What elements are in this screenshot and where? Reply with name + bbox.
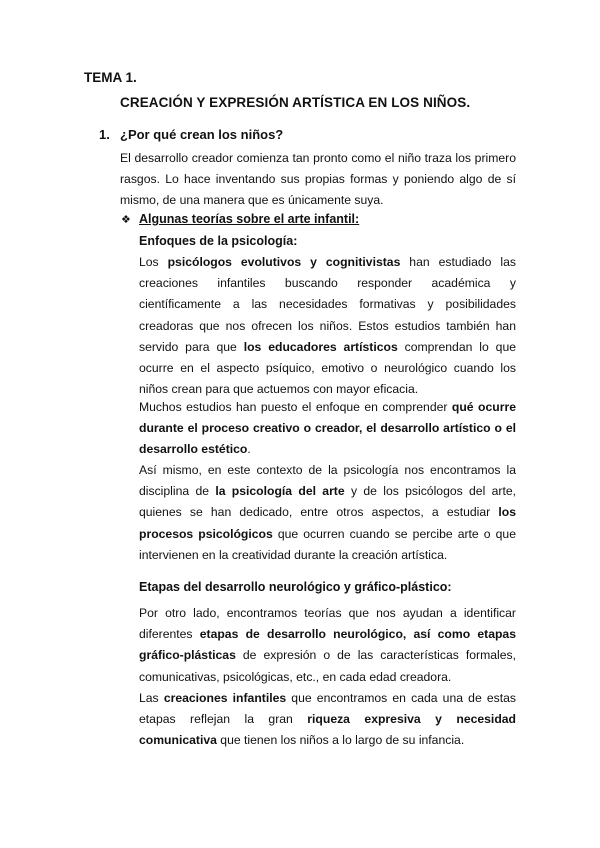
theories-heading: Algunas teorías sobre el arte infantil: <box>139 212 360 226</box>
intro-paragraph: El desarrollo creador comienza tan pronto como el niño traza los primero rasgos. Lo hace inventando sus propias formas y poniendo algo de sí mismo, de una manera que es únicamente suya. <box>120 151 516 208</box>
stages-paragraph-1: Por otro lado, encontramos teorías que nos ayudan a identificar diferentes etapas de desarrollo neurológico, así como etapas gráfico-plásticas de expresión o de las características formales, comunicativas, psicológicas, etc., en cada edad creadora. <box>139 606 516 684</box>
stages-heading: Etapas del desarrollo neurológico y gráfico-plástico: <box>139 580 452 594</box>
psychology-heading: Enfoques de la psicología: <box>139 234 298 248</box>
diamond-bullet-icon: ❖ <box>121 214 131 226</box>
question-number: 1. <box>99 127 110 142</box>
psychology-paragraph-3: Así mismo, en este contexto de la psicología nos encontramos la disciplina de la psicología del arte y de los psicólogos del arte, quienes se han dedicado, entre otros aspectos, a estudiar los procesos psicológicos que ocurren cuando se percibe arte o que intervienen en la creatividad durante la creación artística. <box>139 463 516 562</box>
psychology-paragraph-2: Muchos estudios han puesto el enfoque en comprender qué ocurre durante el proceso creativo o creador, el desarrollo artístico o el desarrollo estético. <box>139 400 516 457</box>
psychology-paragraph-1: Los psicólogos evolutivos y cognitivistas han estudiado las creaciones infantiles buscando responder académica y científicamente a las necesidades formativas y posibilidades creadoras que nos ofrecen los niños. Estos estudios también han servido para que los educadores artísticos comprendan lo que ocurre en el aspecto psíquico, emotivo o neurológico cuando los niños crean para que actuemos con mayor eficacia. <box>139 255 516 397</box>
question-heading: ¿Por qué crean los niños? <box>120 127 284 142</box>
page-title: CREACIÓN Y EXPRESIÓN ARTÍSTICA EN LOS NIÑOS. <box>120 95 471 110</box>
stages-paragraph-2: Las creaciones infantiles que encontramos en cada una de estas etapas reflejan la gran riqueza expresiva y necesidad comunicativa que tienen los niños a lo largo de su infancia. <box>139 691 516 748</box>
tema-label: TEMA 1. <box>84 70 137 85</box>
